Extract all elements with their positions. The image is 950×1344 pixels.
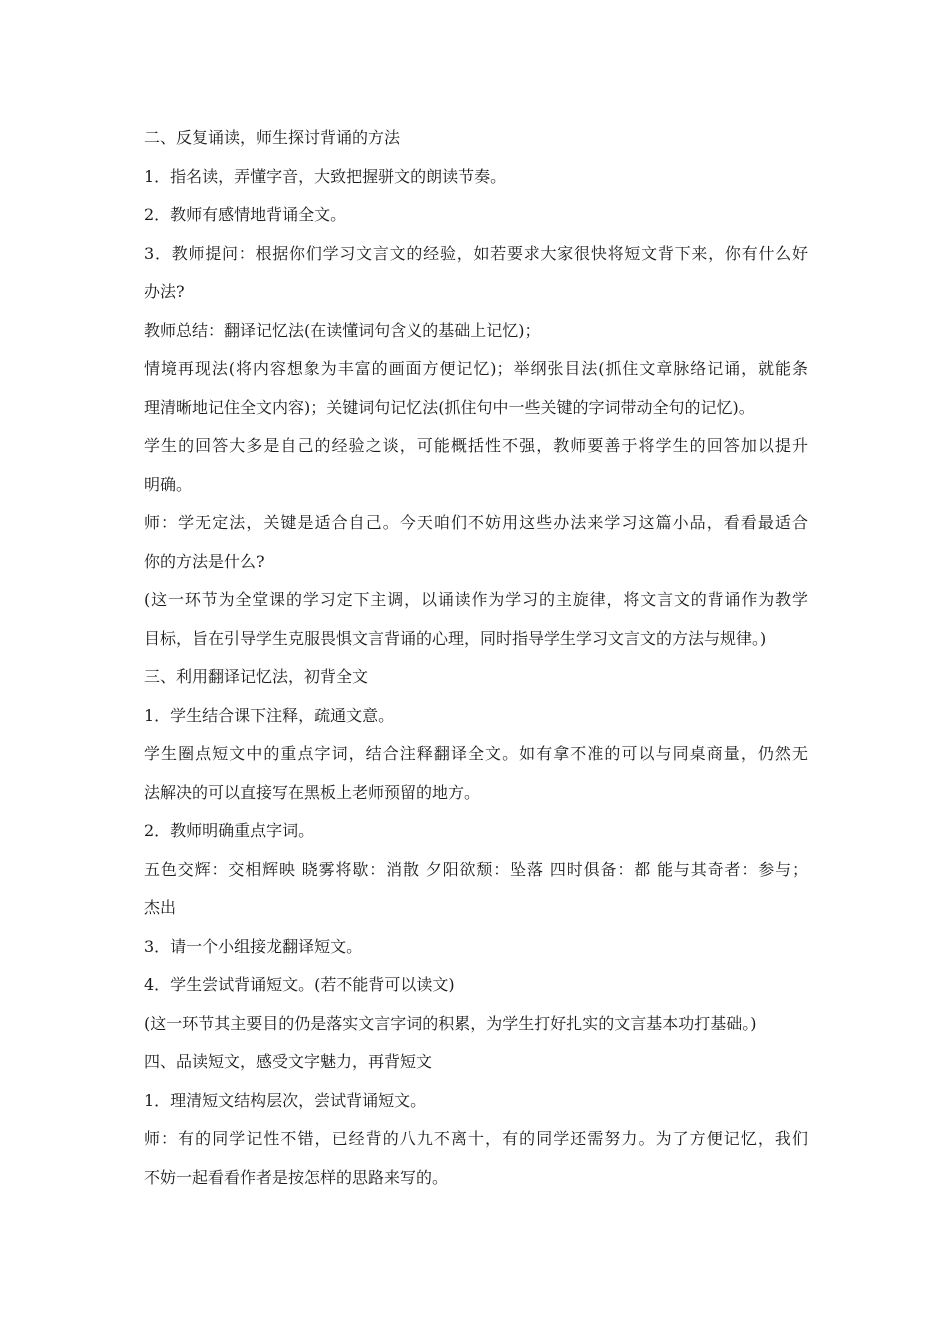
paragraph-line: 2．教师有感情地背诵全文。: [144, 205, 347, 224]
section-heading-2: 二、反复诵读，师生探讨背诵的方法: [144, 128, 401, 147]
paragraph-line: 五色交辉：交相辉映 晓雾将歇：消散 夕阳欲颓：坠落 四时俱备：都 能与其奇者：参与；: [144, 859, 808, 879]
document-body: [144, 119, 808, 1197]
paragraph-line: 法解决的可以直接写在黑板上老师预留的地方。: [144, 782, 481, 802]
paragraph-line: 1．指名读，弄懂字音，大致把握骈文的朗读节奏。: [144, 166, 507, 186]
paragraph-line: 明确。: [144, 474, 193, 494]
paragraph-line: 不妨一起看看作者是按怎样的思路来写的。: [144, 1167, 449, 1187]
paragraph-line: 1．学生结合课下注释，疏通文意。: [144, 705, 395, 725]
paragraph-line: 教师总结：翻译记忆法(在读懂词句含义的基础上记忆)；: [144, 320, 541, 340]
paragraph-line: 情境再现法(将内容想象为丰富的画面方便记忆)；举纲张目法(抓住文章脉络记诵，就能条: [144, 359, 808, 378]
paragraph-line: 目标，旨在引导学生克服畏惧文言背诵的心理，同时指导学生学习文言文的方法与规律。): [144, 628, 767, 648]
paragraph-line: 理清晰地记住全文内容)；关键词句记忆法(抓住句中一些关键的字词带动全句的记忆)。: [144, 397, 755, 417]
paragraph-line: 2．教师明确重点字词。: [144, 821, 315, 840]
paragraph-line: 师：学无定法，关键是适合自己。今天咱们不妨用这些办法来学习这篇小品，看看最适合: [144, 513, 808, 532]
paragraph-line: 学生的回答大多是自己的经验之谈，可能概括性不强，教师要善于将学生的回答加以提升: [144, 436, 808, 455]
paragraph-line: 1．理清短文结构层次，尝试背诵短文。: [144, 1090, 427, 1110]
section-heading-3: 三、利用翻译记忆法，初背全文: [144, 667, 369, 686]
paragraph-line: 办法?: [144, 282, 185, 301]
paragraph-line: 3．请一个小组接龙翻译短文。: [144, 936, 363, 956]
paragraph-line: 3．教师提问：根据你们学习文言文的经验，如若要求大家很快将短文背下来，你有什么好: [144, 243, 808, 263]
paragraph-line: 4．学生尝试背诵短文。(若不能背可以读文): [144, 975, 455, 994]
section-heading-4: 四、品读短文，感受文字魅力，再背短文: [144, 1052, 433, 1071]
paragraph-line: 杰出: [144, 898, 177, 917]
paragraph-line: 学生圈点短文中的重点字词，结合注释翻译全文。如有拿不准的可以与同桌商量，仍然无: [144, 744, 808, 763]
paragraph-line: 师：有的同学记性不错，已经背的八九不离十，有的同学还需努力。为了方便记忆，我们: [144, 1129, 808, 1148]
paragraph-line: 你的方法是什么?: [144, 551, 265, 571]
paragraph-line: (这一环节其主要目的仍是落实文言字词的积累，为学生打好扎实的文言基本功打基础。): [144, 1013, 757, 1033]
paragraph-line: (这一环节为全堂课的学习定下主调，以诵读作为学习的主旋律，将文言文的背诵作为教学: [144, 590, 808, 609]
